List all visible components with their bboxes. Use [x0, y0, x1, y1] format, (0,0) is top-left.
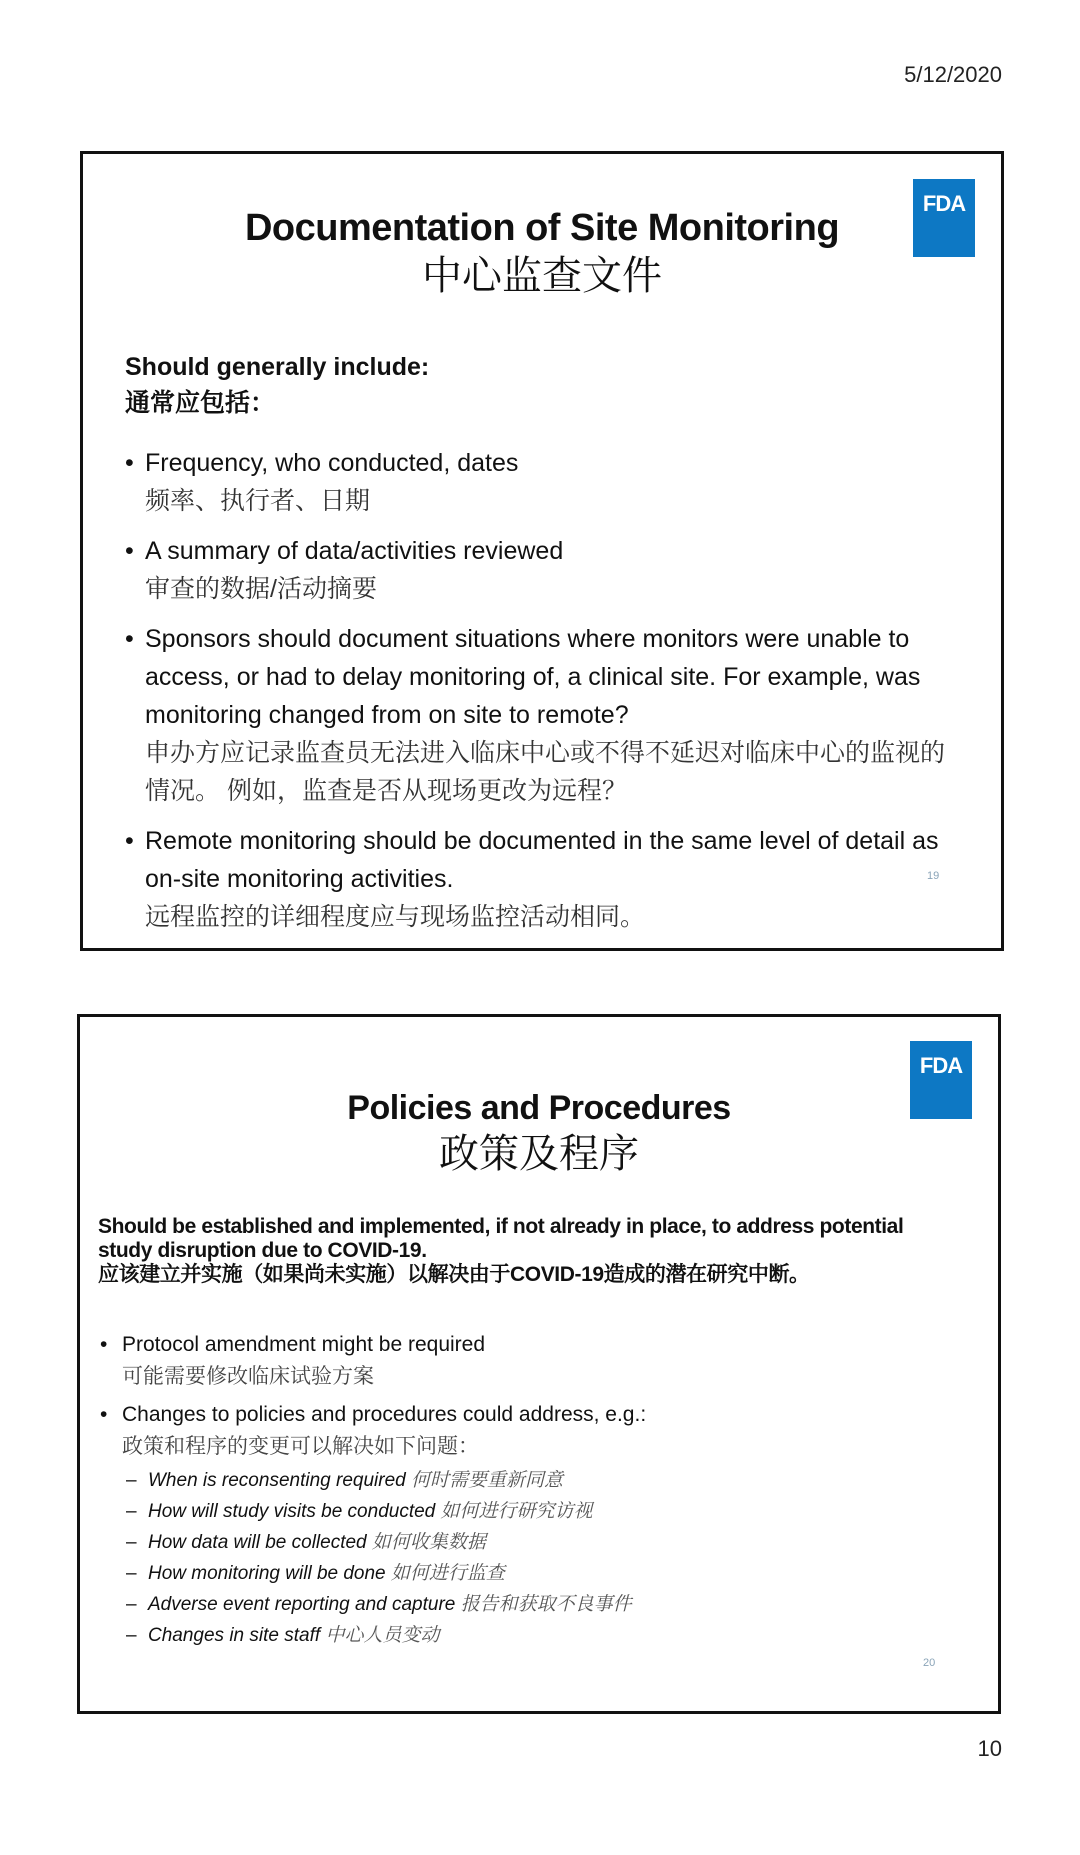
sub-bullet-text-zh: 如何收集数据 [371, 1532, 486, 1553]
intro-zh: 应该建立并实施（如果尚未实施）以解决由于COVID-19造成的潜在研究中断。 [98, 1263, 810, 1286]
sub-bullet-text-en: How monitoring will be done [148, 1563, 386, 1584]
sub-bullet-text-zh: 何时需要重新同意 [410, 1470, 563, 1491]
slide-title-zh: 中心监查文件 [422, 254, 662, 298]
bullet-item [100, 1329, 960, 1393]
sub-bullet-list [126, 1465, 960, 1651]
sub-bullet-text-en: When is reconsenting required [148, 1470, 406, 1491]
fda-logo-icon: FDA [910, 1041, 972, 1119]
sub-bullet-text-en: Adverse event reporting and capture [148, 1594, 456, 1615]
slide-number: 20 [923, 1657, 936, 1669]
sub-bullet-text-zh: 如何进行研究访视 [440, 1501, 593, 1522]
slide-title-en: Documentation of Site Monitoring [244, 207, 840, 249]
page-number: 10 [977, 1736, 1002, 1761]
fda-logo-icon: FDA [913, 179, 975, 257]
slide-title [83, 206, 1001, 302]
slide-title-en: Policies and Procedures [347, 1089, 731, 1127]
bullet-text-zh: 申办方应记录监查员无法进入临床中心或不得不延迟对临床中心的监视的情况。 例如，监查是否从现场更改为远程？ [145, 739, 946, 805]
bullet-item [125, 822, 965, 936]
sub-bullet-text-en: Changes in site staff [148, 1625, 321, 1646]
slide-title [80, 1087, 998, 1179]
bullet-list [125, 444, 965, 948]
bullet-list [100, 1329, 960, 1657]
intro-zh: 通常应包括： [125, 389, 276, 417]
bullet-text-zh: 政策和程序的变更可以解决如下问题： [122, 1435, 479, 1458]
sub-bullet-item [126, 1589, 960, 1620]
sub-bullet-item [126, 1558, 960, 1589]
slide-policies-and-procedures [77, 1014, 1001, 1714]
slide-number: 19 [927, 870, 940, 882]
bullet-text-en: • Remote monitoring should be documented in the same level of detail as on-site monitoring activities. [145, 827, 939, 893]
sub-bullet-item [126, 1620, 960, 1651]
bullet-item [125, 444, 965, 520]
bullet-item [100, 1399, 960, 1651]
bullet-text-en: • Changes to policies and procedures could address, e.g.: [122, 1403, 647, 1426]
slide-intro [98, 1215, 958, 1287]
sub-bullet-text-zh: 如何进行监查 [390, 1563, 505, 1584]
bullet-text-zh: 审查的数据/活动摘要 [145, 575, 377, 603]
bullet-text-en: • Sponsors should document situations where monitors were unable to access, or had to delay monitoring of, a clinical site. For example, was monitoring changed from on site to remote? [145, 625, 921, 729]
bullet-text-en: • Protocol amendment might be required [122, 1333, 486, 1356]
bullet-text-en: • Frequency, who conducted, dates [145, 449, 519, 477]
sub-bullet-text-en: How data will be collected [148, 1532, 367, 1553]
sub-bullet-text-zh: 报告和获取不良事件 [460, 1594, 632, 1615]
bullet-item [125, 532, 965, 608]
intro-en: Should generally include: [125, 353, 430, 381]
sub-bullet-item [126, 1527, 960, 1558]
sub-bullet-item [126, 1465, 960, 1496]
intro-en: Should be established and implemented, if not already in place, to address potential study disruption due to COVID-19. [98, 1215, 904, 1262]
sub-bullet-text-zh: 中心人员变动 [325, 1625, 440, 1646]
slide-documentation-of-site-monitoring [80, 151, 1004, 951]
page-date: 5/12/2020 [904, 62, 1002, 87]
bullet-text-zh: 频率、执行者、日期 [145, 487, 371, 515]
bullet-text-zh: 可能需要修改临床试验方案 [122, 1365, 374, 1388]
sub-bullet-text-en: How will study visits be conducted [148, 1501, 436, 1522]
sub-bullet-item [126, 1496, 960, 1527]
bullet-text-en: • A summary of data/activities reviewed [145, 537, 564, 565]
bullet-item [125, 620, 965, 810]
slide-title-zh: 政策及程序 [439, 1132, 639, 1176]
bullet-text-zh: 远程监控的详细程度应与现场监控活动相同。 [145, 903, 646, 931]
slide-intro [125, 349, 429, 421]
